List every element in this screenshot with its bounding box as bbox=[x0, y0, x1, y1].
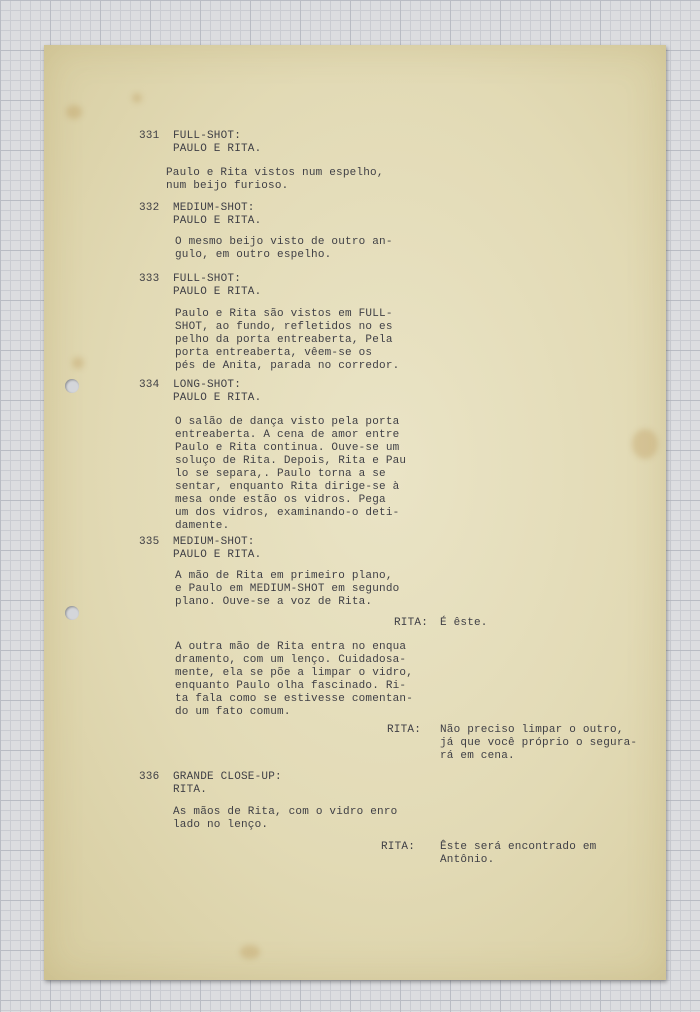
dialogue-line: Não preciso limpar o outro, já que você próprio o segura- rá em cena. bbox=[440, 724, 638, 762]
scene-action: O mesmo beijo visto de outro an- gulo, em outro espelho. bbox=[175, 236, 393, 261]
scene-heading: GRANDE CLOSE-UP: RITA. bbox=[173, 771, 282, 796]
paper-stain bbox=[132, 93, 142, 103]
scene-number: 335 bbox=[139, 536, 160, 548]
typewritten-script-page bbox=[44, 45, 666, 980]
scene-heading: MEDIUM-SHOT: PAULO E RITA. bbox=[173, 536, 262, 561]
dialogue-speaker: RITA: bbox=[387, 724, 422, 736]
scene-number: 333 bbox=[139, 273, 160, 285]
dialogue-speaker: RITA: bbox=[394, 617, 429, 629]
paper-stain bbox=[66, 105, 82, 119]
scene-action: Paulo e Rita vistos num espelho, num beijo furioso. bbox=[166, 167, 384, 192]
scene-action: O salão de dança visto pela porta entreaberta. A cena de amor entre Paulo e Rita continua. Ouve-se um soluço de Rita. Depois, Rita e Pau lo se separa,. Paulo torna a se sentar, enquanto Rita dirige-se à mesa onde estão os vidros. Pega um dos vidros, examinando-o deti- damente. bbox=[175, 416, 407, 532]
scene-heading: FULL-SHOT: PAULO E RITA. bbox=[173, 130, 262, 155]
scene-number: 334 bbox=[139, 379, 160, 391]
scene-number: 332 bbox=[139, 202, 160, 214]
punch-hole bbox=[65, 379, 79, 393]
scene-action: A mão de Rita em primeiro plano, e Paulo em MEDIUM-SHOT em segundo plano. Ouve-se a voz de Rita. bbox=[175, 570, 400, 608]
scene-action: Paulo e Rita são vistos em FULL- SHOT, ao fundo, refletidos no es pelho da porta entreaberta, Pela porta entreaberta, vêem-se os pés de Anita, parada no corredor. bbox=[175, 308, 400, 372]
paper-stain bbox=[632, 429, 658, 459]
scene-number: 331 bbox=[139, 130, 160, 142]
scene-heading: LONG-SHOT: PAULO E RITA. bbox=[173, 379, 262, 404]
scene-action: As mãos de Rita, com o vidro enro lado no lenço. bbox=[173, 806, 398, 831]
scene-number: 336 bbox=[139, 771, 160, 783]
scene-heading: MEDIUM-SHOT: PAULO E RITA. bbox=[173, 202, 262, 227]
scene-heading: FULL-SHOT: PAULO E RITA. bbox=[173, 273, 262, 298]
dialogue-line: É êste. bbox=[440, 617, 488, 629]
dialogue-line: Êste será encontrado em Antônio. bbox=[440, 841, 597, 866]
punch-hole bbox=[65, 606, 79, 620]
scene-action: A outra mão de Rita entra no enqua dramento, com um lenço. Cuidadosa- mente, ela se põe a limpar o vidro, enquanto Paulo olha fascinado. Ri- ta fala como se estivesse comentan- do um fato comum. bbox=[175, 641, 414, 718]
dialogue-speaker: RITA: bbox=[381, 841, 416, 853]
paper-stain bbox=[240, 945, 260, 959]
paper-stain bbox=[72, 357, 84, 369]
